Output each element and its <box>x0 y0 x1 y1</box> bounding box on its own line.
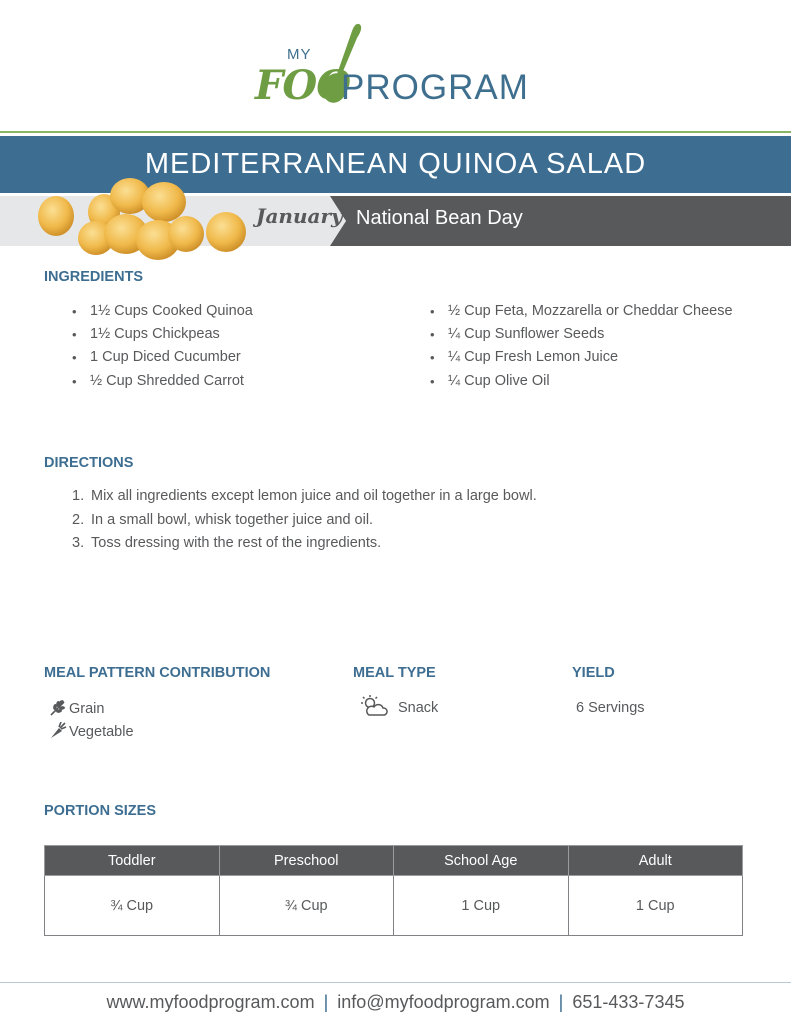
portion-sizes-heading: PORTION SIZES <box>44 803 156 819</box>
yield-heading: YIELD <box>572 665 615 681</box>
direction-step <box>72 485 537 509</box>
ingredient-item: • ½ Cup Shredded Carrot <box>72 370 253 393</box>
directions-list <box>72 485 537 556</box>
portion-school-age: 1 Cup <box>394 876 569 936</box>
step-number: 1. <box>72 488 85 504</box>
directions-heading: DIRECTIONS <box>44 455 134 471</box>
column-header-preschool: Preschool <box>219 846 394 876</box>
meal-pattern-vegetable: Vegetable <box>69 724 134 740</box>
sun-cloud-icon <box>360 694 388 718</box>
footer-divider <box>0 982 791 983</box>
portion-preschool: ¾ Cup <box>219 876 394 936</box>
footer-separator: | <box>558 992 564 1012</box>
column-header-toddler: Toddler <box>45 846 220 876</box>
brand-food: FOO <box>255 62 351 109</box>
portion-sizes-table <box>44 845 743 936</box>
meal-type-value: Snack <box>398 700 439 716</box>
brand-program: PROGRAM <box>341 68 529 107</box>
brand-my: MY <box>287 46 312 63</box>
ingredient-item: • 1 Cup Diced Cucumber <box>72 346 253 369</box>
direction-step <box>72 532 537 556</box>
ingredients-list-right <box>430 300 733 393</box>
column-header-school-age: School Age <box>394 846 569 876</box>
yield-value: 6 Servings <box>576 700 645 716</box>
meal-pattern-grain: Grain <box>69 701 105 717</box>
footer-separator: | <box>323 992 329 1012</box>
step-text: In a small bowl, whisk together juice and oil. <box>91 511 374 528</box>
holiday-date: January 6 <box>256 204 364 228</box>
footer-email-link[interactable]: info@myfoodprogram.com <box>337 992 550 1012</box>
step-number: 3. <box>72 535 85 551</box>
ingredient-item: • ½ Cup Feta, Mozzarella or Cheddar Cheese <box>430 300 733 323</box>
carrot-icon <box>49 722 67 740</box>
table-header-row <box>45 846 743 876</box>
column-header-adult: Adult <box>568 846 743 876</box>
brand-logo <box>255 22 545 110</box>
footer-website-link[interactable]: www.myfoodprogram.com <box>106 992 315 1012</box>
ingredient-item: • ¼ Cup Sunflower Seeds <box>430 323 733 346</box>
chickpeas-illustration <box>34 176 254 268</box>
meal-pattern-heading: MEAL PATTERN CONTRIBUTION <box>44 665 271 681</box>
footer-phone: 651-433-7345 <box>572 992 685 1012</box>
table-row <box>45 876 743 936</box>
ingredients-heading: INGREDIENTS <box>44 269 144 285</box>
step-text: Mix all ingredients except lemon juice and oil together in a large bowl. <box>91 488 537 504</box>
recipe-title: MEDITERRANEAN QUINOA SALAD <box>144 148 647 180</box>
meal-type-heading: MEAL TYPE <box>353 665 436 681</box>
ingredient-item: • 1½ Cups Chickpeas <box>72 323 253 346</box>
ingredient-item: • 1½ Cups Cooked Quinoa <box>72 300 253 323</box>
holiday-name: National Bean Day <box>356 207 523 229</box>
ingredient-item: • ¼ Cup Olive Oil <box>430 370 733 393</box>
header-divider <box>0 131 791 133</box>
ingredients-list-left <box>72 300 253 393</box>
portion-toddler: ¾ Cup <box>45 876 220 936</box>
portion-adult: 1 Cup <box>568 876 743 936</box>
wheat-icon <box>49 699 67 717</box>
step-text: Toss dressing with the rest of the ingredients. <box>91 535 382 551</box>
direction-step <box>72 509 537 533</box>
ingredient-item: • ¼ Cup Fresh Lemon Juice <box>430 346 733 369</box>
footer <box>0 992 791 1013</box>
step-number: 2. <box>72 511 85 528</box>
